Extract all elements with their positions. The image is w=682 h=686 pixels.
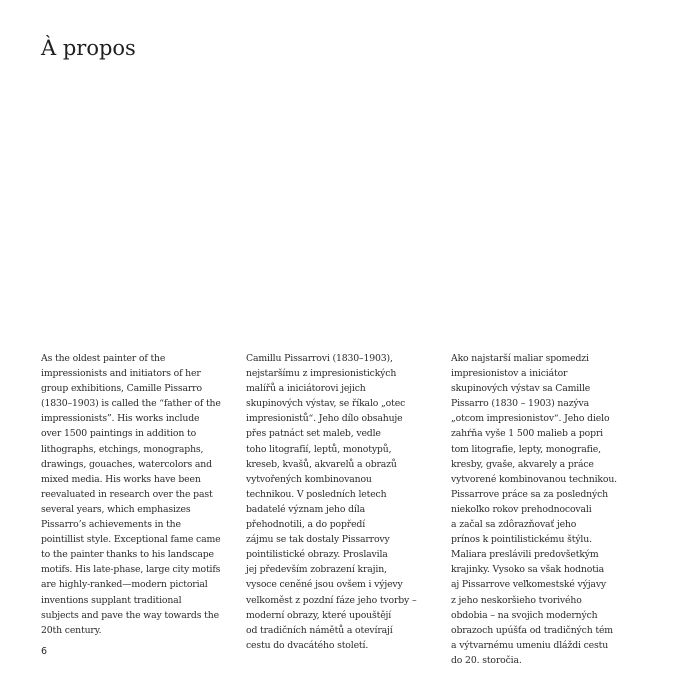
text-line: inventions supplant traditional xyxy=(41,594,182,606)
text-line: impressionists and initiators of her xyxy=(41,368,201,380)
page-title: À propos xyxy=(41,36,136,60)
text-line: several years, which emphasizes xyxy=(41,503,191,515)
text-line: impresionistov a iniciátor xyxy=(451,368,568,380)
text-line: kreseb, kvašů, akvarelů a obrazů xyxy=(246,458,397,470)
text-line: velkoměst z pozdní fáze jeho tvorby – xyxy=(246,594,417,606)
text-line: od tradičních námětů a otevírají xyxy=(246,624,393,636)
text-line: to the painter thanks to his landscape xyxy=(41,549,214,561)
text-line: mixed media. His works have been xyxy=(41,473,201,485)
text-line: lithographs, etchings, monographs, xyxy=(41,443,204,455)
text-line: Camillu Pissarrovi (1830–1903), xyxy=(246,353,393,364)
text-line: malířů a iniciátorovi jejich xyxy=(246,383,366,395)
text-line: „otcom impresionistov“. Jeho dielo xyxy=(451,413,610,425)
text-line: vytvořených kombinovanou xyxy=(246,473,372,485)
text-line: subjects and pave the way towards the xyxy=(41,609,219,621)
text-line: Maliara preslávili predovšetkým xyxy=(451,549,599,561)
czech-text-column xyxy=(246,351,436,653)
text-line: reevaluated in research over the past xyxy=(41,488,213,500)
text-line: skupinových výstav, se říkalo „otec xyxy=(246,398,406,410)
text-line: přes patnáct set maleb, vedle xyxy=(246,428,381,440)
page-number: 6 xyxy=(41,646,48,657)
text-line: obrazoch upúšťa od tradičných tém xyxy=(451,624,613,636)
text-line: motifs. His late-phase, large city motifs xyxy=(41,564,221,576)
slovak-text-column xyxy=(451,351,641,668)
english-text-column xyxy=(41,351,231,638)
text-line: jej především zobrazení krajin, xyxy=(246,564,387,576)
text-line: aj Pissarrove veľkomestské výjavy xyxy=(451,579,607,591)
text-line: badatelé význam jeho díla xyxy=(246,503,365,515)
text-line: impressionists”. His works include xyxy=(41,413,200,425)
text-line: přehodnotili, a do popředí xyxy=(246,519,366,531)
text-line: group exhibitions, Camille Pissarro xyxy=(41,383,202,395)
text-line: moderní obrazy, které upouštějí xyxy=(246,609,392,621)
text-line: pointilistické obrazy. Proslavila xyxy=(246,549,388,561)
text-line: do 20. storočia. xyxy=(451,654,522,666)
text-line: a výtvarnému umeniu dláždi cestu xyxy=(451,639,609,651)
text-line: pointillist style. Exceptional fame came xyxy=(41,534,221,546)
text-line: vytvorené kombinovanou technikou. xyxy=(451,473,617,485)
text-line: vysoce ceněné jsou ovšem i výjevy xyxy=(246,579,403,591)
text-line: impresionistů“. Jeho dílo obsahuje xyxy=(246,413,403,425)
text-line: zájmu se tak dostaly Pissarrovy xyxy=(246,534,390,546)
text-line: niekoľko rokov prehodnocovali xyxy=(451,503,592,515)
text-line: are highly-ranked—modern pictorial xyxy=(41,579,208,591)
text-line: tom litografie, lepty, monografie, xyxy=(451,443,601,455)
text-line: zahŕňa vyše 1 500 malieb a popri xyxy=(451,428,603,440)
text-line: obdobia – na svojich moderných xyxy=(451,609,598,621)
text-line: toho litografií, leptů, monotypů, xyxy=(246,443,392,455)
text-line: cestu do dvacátého století. xyxy=(246,639,369,651)
text-line: z jeho neskoršieho tvorivého xyxy=(451,594,582,606)
text-line: (1830–1903) is called the “father of the xyxy=(41,398,221,410)
text-line: Ako najstarší maliar spomedzi xyxy=(451,353,589,364)
text-line: prínos k pointilistickému štýlu. xyxy=(451,534,592,546)
text-line: kresby, gvaše, akvarely a práce xyxy=(451,458,594,470)
text-line: drawings, gouaches, watercolors and xyxy=(41,458,212,470)
text-line: technikou. V posledních letech xyxy=(246,488,387,500)
text-line: 20th century. xyxy=(41,624,102,636)
text-line: Pissarrove práce sa za posledných xyxy=(451,488,609,500)
text-line: skupinových výstav sa Camille xyxy=(451,383,591,395)
text-line: krajinky. Vysoko sa však hodnotia xyxy=(451,564,605,576)
text-line: Pissarro (1830 – 1903) nazýva xyxy=(451,398,589,410)
text-line: As the oldest painter of the xyxy=(41,353,166,364)
text-line: a začal sa zdôrazňovať jeho xyxy=(451,519,577,531)
text-line: nejstaršímu z impresionistických xyxy=(246,368,397,380)
text-line: Pissarro’s achievements in the xyxy=(41,519,181,531)
text-line: over 1500 paintings in addition to xyxy=(41,428,197,440)
